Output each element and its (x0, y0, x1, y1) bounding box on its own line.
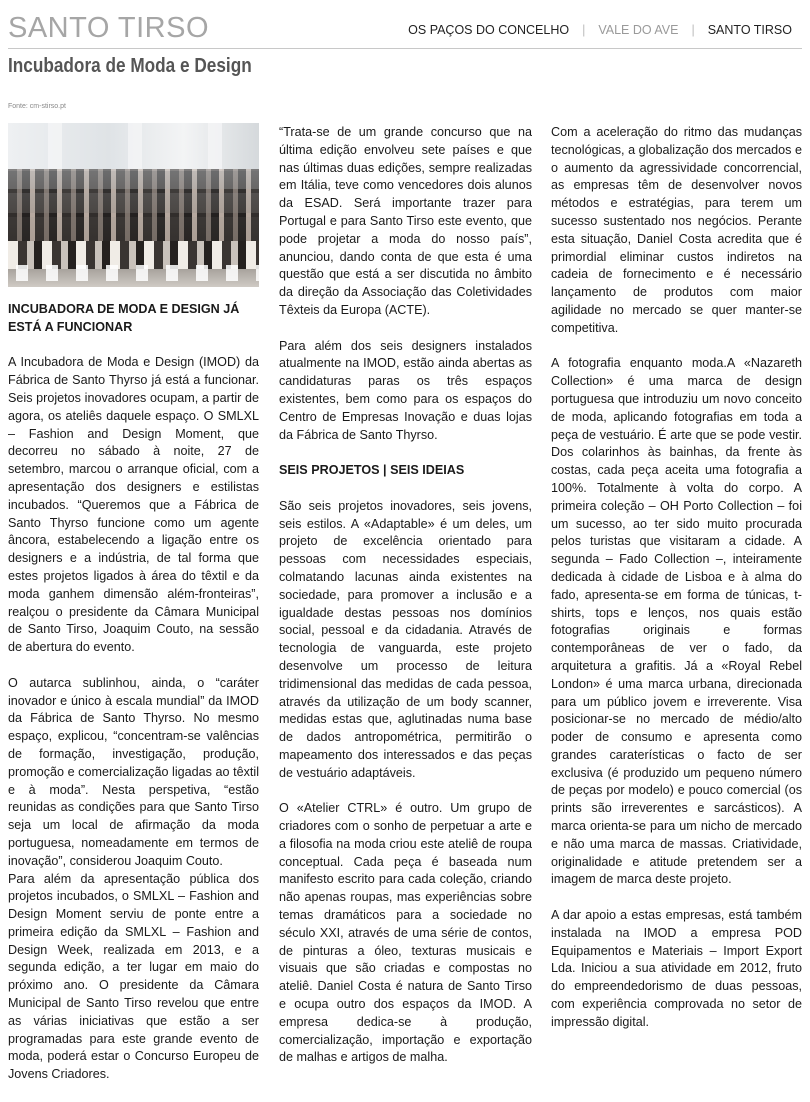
nav-link-vale-do-ave[interactable]: VALE DO AVE (598, 23, 679, 37)
source-credit: Fonte: cm-stirso.pt (8, 103, 66, 110)
section-heading: INCUBADORA DE MODA E DESIGN JÁ ESTÁ A FUNCIONAR (8, 302, 240, 334)
top-nav (408, 24, 792, 37)
paragraph: O autarca sublinhou, ainda, o “caráter inovador e único à escala mundial” da IMOD da Fábrica de Santo Thyrso. No mesmo espaço, explicou, “concentram-se valências de formação, investigação, produção, promoção e comercialização ligadas ao têxtil e à moda”. Nesta perspetiva, “estão reunidas as condições para que Santo Tirso seja um local de afirmação da moda portuguesa, nomeadamente em termos de inovação”, considerou Joaquim Couto. (8, 675, 259, 868)
paragraph: O «Atelier CTRL» é outro. Um grupo de criadores com o sonho de perpetuar a arte e a filosofia na moda criou este ateliê de roupa conceptual. Cada peça é baseada num manifesto escrito para cada coleção, criando não apenas roupas, mas experiências sobre temas dramáticos para a sociedade no século XXI, através de uma série de contos, de pinturas a óleo, texturas musicais e visuais que são criadas e compostas no ateliê. Daniel Costa é natura de Santo Tirso e ocupa outro dos espaços da IMOD. A empresa dedica-se à produção, comercialização, importação e exportação de malhas e artigos de malha. (279, 801, 532, 1065)
paragraph: “Trata-se de um grande concurso que na última edição envolveu sete países e que nas últimas duas edições, sempre realizadas em Itália, teve como vencedores dois alunos da ESAD. Será importante trazer para Portugal e para Santo Tirso este evento, que pode projetar a moda do nosso país”, anunciou, dando conta de que esta é uma questão que está a ser discutida no âmbito da direção da Associação das Coletividades Têxteis da Europa (ACTE). (279, 125, 532, 317)
article-title: Incubadora de Moda e Design (8, 55, 252, 77)
article-column-3 (551, 124, 802, 1049)
header-divider (8, 48, 802, 49)
article-column-1 (8, 123, 259, 1102)
nav-separator: | (691, 23, 695, 37)
section-heading: SEIS PROJETOS | SEIS IDEIAS (279, 463, 465, 478)
nav-link-santo-tirso[interactable]: SANTO TIRSO (707, 23, 792, 37)
paragraph: A Incubadora de Moda e Design (IMOD) da Fábrica de Santo Thyrso já está a funcionar. Seis projetos inovadores ocupam, a partir de agora, os ateliês daquele espaço. O SMLXL – Fashion and Design Moment, que decorreu no sábado à noite, 27 de setembro, marcou o arranque oficial, com a apresentação dos designers e estilistas incubados. “Queremos que a Fábrica de Santo Thyrso funcione como um agente âncora, estabelecendo a ligação entre os designers e a indústria, de tal forma que estes projetos ligados à área do têxtil e da moda ganhem dimensão além-fronteiras”, realçou o presidente da Câmara Municipal de Santo Tirso, Joaquim Couto, na sessão de abertura do evento. (8, 355, 259, 655)
event-photo (8, 123, 259, 287)
paragraph: Com a aceleração do ritmo das mudanças tecnológicas, a globalização dos mercados e o aumento da agressividade concorrencial, as empresas têm de desenvolver novos métodos e estratégias, para terem um sucesso sustentado nos negócios. Perante esta situação, Daniel Costa acredita que é primordial eliminar custos indiretos na cadeia de fornecimento e é necessário lançamento de produtos com maior agilidade no mercado se quer manter-se competitiva. (551, 125, 802, 335)
paragraph: A fotografia enquanto moda.A «Nazareth Collection» é uma marca de design portuguesa que introduziu um novo conceito de moda, aplicando fotografias em toda a peça de vestuário. É arte que se pode vestir. Dos colarinhos às bainhas, da frente às costas, cada peça aceita uma fotografia a 100%. Totalmente à volta do corpo. A primeira coleção – OH Porto Collection – foi um sucesso, ao ter sido muito procurada pelos turistas que visitaram a cidade. A segunda – Fado Collection –, inteiramente dedicada à cidade de Lisboa e à alma do fado, apresenta-se em forma de túnicas, t-shirts, tops e lenços, nos quais estão fotografias originais e formas contemporâneas de ver o fado, da arquitetura a grafitis. Já a «Royal Rebel London» é uma marca urbana, direcionada para um público jovem e irreverente. Visa posicionar-se no mercado de médio/alto poder de consumo e apresenta como grandes caraterísticas o facto de ser exclusiva (é produzido um pequeno número de peças por modelo) e pouco comercial (os prints são irreverentes e sarcásticos). A marca orienta-se para um nicho de mercado e não uma marca de massas. Criatividade, originalidade e atitude pretendem ser a imagem de marca deste projeto. (551, 356, 802, 887)
nav-link-pacos-do-concelho[interactable]: OS PAÇOS DO CONCELHO (408, 23, 570, 37)
paragraph: Para além dos seis designers instalados atualmente na IMOD, estão ainda abertas as candidaturas paras os três espaços existentes, bem como para os espaços do Centro de Empresas Inovação e duas lojas da Fábrica de Santo Thyrso. (279, 338, 532, 442)
paragraph: Para além da apresentação pública dos projetos incubados, o SMLXL – Fashion and Design Moment serviu de ponte entre a primeira edição da SMLXL – Fashion and Design Week, realizada em 2013, e a segunda edição, a ter lugar em maio do próximo ano. O presidente da Câmara Municipal de Santo Tirso revelou que entre as várias iniciativas que estão a ser programadas para este grande evento de moda, poderá estar o Concurso Europeu de Jovens Criadores. (8, 871, 259, 1082)
paragraph: São seis projetos inovadores, seis jovens, seis estilos. A «Adaptable» é um deles, um projeto de excelência orientado para pessoas com necessidades especiais, colmatando lacunas ainda existentes na sociedade, para promover a inclusão e a igualdade destas pessoas nos domínios social, pessoal e da cidadania. Através de tecnologia de vanguarda, este projeto desenvolve um processo de leitura tridimensional das medidas de cada pessoa, através da utilização de um body scanner, medidas estas que, aglutinadas numa base de dados antropométrica, permitirão o mapeamento dos interessados e das peças de vestuário adaptáveis. (279, 498, 532, 780)
paragraph: A dar apoio a estas empresas, está também instalada na IMOD a empresa POD Equipamentos e Materiais – Import Export Lda. Iniciou a sua atividade em 2012, fruto do empreendedorismo de duas pessoas, com experiência comprovada no setor de impressão digital. (551, 908, 802, 1029)
nav-separator: | (582, 23, 586, 37)
article-column-2 (279, 124, 532, 1085)
brand-title: SANTO TIRSO (8, 12, 210, 44)
